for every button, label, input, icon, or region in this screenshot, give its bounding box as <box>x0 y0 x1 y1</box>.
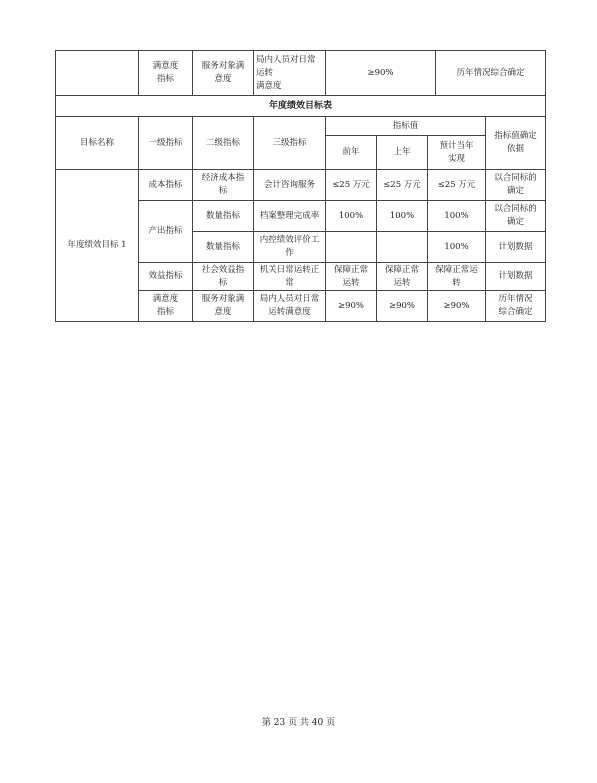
row2-expected: 100% <box>428 201 486 232</box>
row2-basis: 以合同标的 确定 <box>486 201 546 232</box>
row4-expected: 保障正常运 转 <box>428 263 486 291</box>
basis-cell: 历年情况综合确定 <box>436 51 546 96</box>
table-title: 年度绩效目标表 <box>56 96 546 117</box>
header-expected: 预计当年 实现 <box>428 136 486 170</box>
row3-last <box>377 232 428 263</box>
header-level1: 一级指标 <box>139 117 193 170</box>
header-level3: 三级指标 <box>254 117 326 170</box>
row1-basis: 以合同标的 确定 <box>486 170 546 201</box>
empty-goal-cell <box>56 51 139 96</box>
row5-expected: ≥90% <box>428 291 486 322</box>
row4-basis: 计划数据 <box>486 263 546 291</box>
row3-level3: 内控绩效评价工 作 <box>254 232 326 263</box>
row2-level1: 产出指标 <box>139 201 193 263</box>
level2-cell: 服务对象满 意度 <box>193 51 254 96</box>
header-level2: 二级指标 <box>193 117 254 170</box>
row5-last: ≥90% <box>377 291 428 322</box>
row2-prev: 100% <box>326 201 377 232</box>
row1-expected: ≤25 万元 <box>428 170 486 201</box>
row2-level2: 数量指标 <box>193 201 254 232</box>
row1-level2: 经济成本指 标 <box>193 170 254 201</box>
row3-level2: 数量指标 <box>193 232 254 263</box>
row2-last: 100% <box>377 201 428 232</box>
level3-cell: 局内人员对日常运转 满意度 <box>254 51 326 96</box>
row2-level3: 档案整理完成率 <box>254 201 326 232</box>
value-cell: ≥90% <box>326 51 436 96</box>
row4-last: 保障正常 运转 <box>377 263 428 291</box>
page-footer: 第 23 页 共 40 页 <box>261 718 336 728</box>
goal-label: 年度绩效目标 1 <box>56 170 139 322</box>
header-prev-year: 前年 <box>326 136 377 170</box>
row1-prev: ≤25 万元 <box>326 170 377 201</box>
row3-prev <box>326 232 377 263</box>
row5-level2: 服务对象满 意度 <box>193 291 254 322</box>
level1-cell: 满意度 指标 <box>139 51 193 96</box>
row4-level3: 机关日常运转正 常 <box>254 263 326 291</box>
row5-level3: 局内人员对日常 运转满意度 <box>254 291 326 322</box>
row1-level3: 会计咨询服务 <box>254 170 326 201</box>
header-last-year: 上年 <box>377 136 428 170</box>
continuation-table <box>55 50 546 96</box>
row4-level1: 效益指标 <box>139 263 193 291</box>
row3-basis: 计划数据 <box>486 232 546 263</box>
header-basis: 指标值确定 依据 <box>486 117 546 170</box>
row5-level1: 满意度 指标 <box>139 291 193 322</box>
row1-level1: 成本指标 <box>139 170 193 201</box>
row4-level2: 社会效益指 标 <box>193 263 254 291</box>
row1-last: ≤25 万元 <box>377 170 428 201</box>
header-indicator-value: 指标值 <box>326 117 486 136</box>
row5-basis: 历年情况 综合确定 <box>486 291 546 322</box>
performance-goal-table <box>55 95 546 322</box>
row3-expected: 100% <box>428 232 486 263</box>
row4-prev: 保障正常 运转 <box>326 263 377 291</box>
row5-prev: ≥90% <box>326 291 377 322</box>
header-goal-name: 目标名称 <box>56 117 139 170</box>
